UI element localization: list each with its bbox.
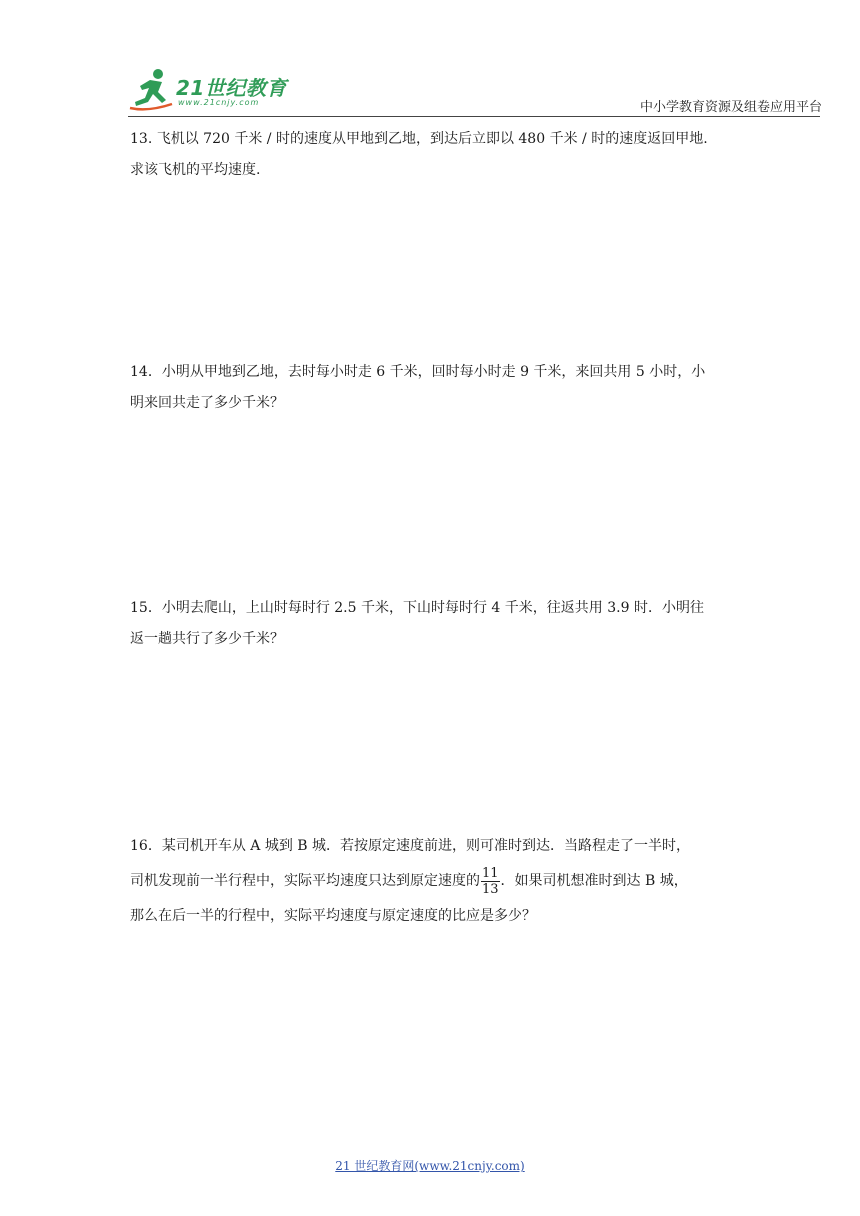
question-16-line-3: 那么在后一半的行程中，实际平均速度与原定速度的比应是多少？	[130, 908, 536, 924]
question-13-line-1: 13. 飞机以 720 千米 / 时的速度从甲地到乙地，到达后立即以 480 千米 / 时的速度返回甲地.	[130, 131, 708, 147]
fraction	[481, 866, 500, 897]
question-15-line-1: 15．小明去爬山，上山时每时行 2.5 千米，下山时每时行 4 千米，往返共用 3.9 时．小明往	[130, 600, 704, 616]
runner-logo-icon	[128, 66, 176, 112]
question-14-line-1: 14．小明从甲地到乙地，去时每小时走 6 千米，回时每小时走 9 千米，来回共用 5 小时，小	[130, 364, 706, 380]
header-divider	[128, 116, 820, 117]
logo-url: www.21cnjy.com	[178, 98, 260, 107]
question-15	[130, 593, 735, 655]
question-16-line-2-start: 司机发现前一半行程中，实际平均速度只达到原定速度的	[130, 873, 480, 889]
fraction-numerator: 11	[482, 865, 499, 881]
question-16-line-2-end: ．如果司机想准时到达 B 城，	[500, 873, 688, 889]
logo-text: 21世纪教育	[176, 76, 287, 100]
question-16	[130, 829, 735, 934]
question-14	[130, 357, 735, 419]
platform-name: 中小学教育资源及组卷应用平台	[639, 100, 822, 115]
question-16-line-1: 16．某司机开车从 A 城到 B 城．若按原定速度前进，则可准时到达．当路程走了一半时，	[130, 838, 691, 854]
question-15-line-2: 返一趟共行了多少千米？	[130, 631, 284, 647]
question-14-line-2: 明来回共走了多少千米？	[130, 395, 284, 411]
footer-link[interactable]: 21 世纪教育网(www.21cnjy.com)	[335, 1159, 525, 1173]
question-16-line-2	[130, 864, 735, 899]
page-footer	[0, 1155, 860, 1174]
question-13	[130, 124, 735, 186]
page-header	[0, 0, 860, 120]
site-logo[interactable]	[128, 66, 298, 116]
fraction-denominator: 13	[482, 881, 499, 897]
question-13-line-2: 求该飞机的平均速度.	[130, 162, 261, 178]
